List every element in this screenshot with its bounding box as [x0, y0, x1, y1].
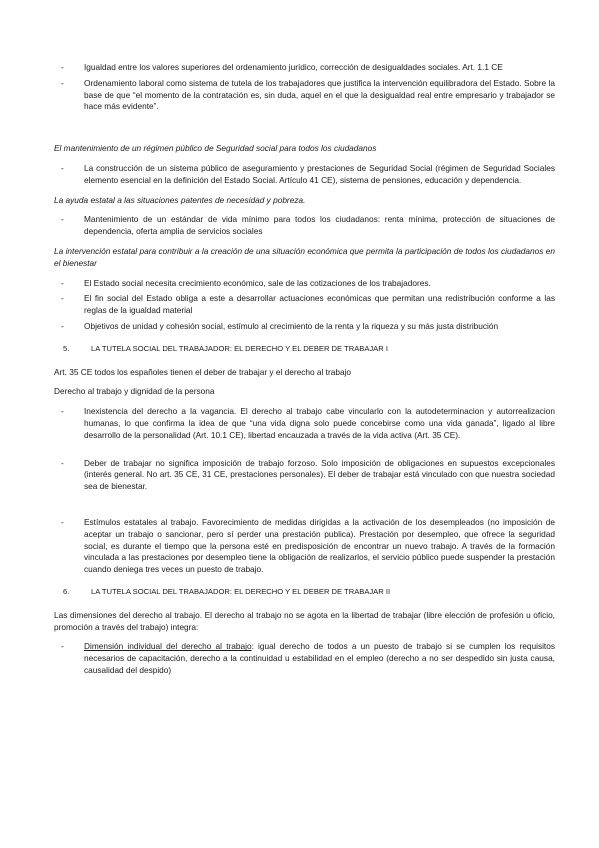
section-title: LA TUTELA SOCIAL DEL TRABAJADOR: EL DERECHO Y EL DEBER DE TRABAJAR I [91, 343, 388, 353]
list-item [54, 278, 555, 290]
list-item [54, 293, 555, 317]
list-item [54, 62, 555, 74]
list-item-text: Objetivos de unidad y cohesión social, estímulo al crecimiento de la renta y la riqueza y su más justa distribución [84, 320, 499, 331]
bullet-dash: - [61, 293, 64, 304]
section-title: LA TUTELA SOCIAL DEL TRABAJADOR: EL DERECHO Y EL DEBER DE TRABAJAR II [91, 586, 391, 596]
bullet-dash: - [61, 641, 64, 652]
section-heading [54, 343, 555, 355]
paragraph: Las dimensiones del derecho al trabajo. El derecho al trabajo no se agota en la libertad de trabajar (libre elección de profesión u oficio, promoción a través del trabajo) integra: [54, 609, 555, 632]
list-item [54, 517, 555, 576]
list-item [54, 78, 555, 113]
bullet-dash: - [61, 406, 64, 417]
list-item [54, 406, 555, 441]
list-item [54, 214, 555, 238]
list-item-text: El fin social del Estado obliga a este a desarrollar actuaciones económicas que permitan una redistribución conforme a las reglas de la igualdad material [84, 293, 555, 316]
bullet-dash: - [61, 457, 64, 468]
paragraph: Art. 35 CE todos los españoles tienen el deber de trabajar y el derecho al trabajo [54, 366, 352, 377]
section-number: 6. [63, 586, 70, 596]
bullet-dash: - [61, 77, 64, 88]
section-heading [54, 586, 555, 598]
paragraph: Derecho al trabajo y dignidad de la persona [54, 386, 215, 397]
bullet-dash: - [61, 162, 64, 173]
italic-heading: El mantenimiento de un régimen público de Seguridad social para todos los ciudadanos [54, 143, 377, 154]
bullet-dash: - [61, 62, 64, 72]
list-item-text: Ordenamiento laboral como sistema de tutela de los trabajadores que justifica la intervención equilibradora del Estado. Sobre la base de que “el momento de la contratación es, sin duda, aquel en el que la desigualdad real entre empresario y trabajador se hace más evidente”. [84, 77, 555, 112]
list-item-text: Igualdad entre los valores superiores del ordenamiento jurídico, corrección de desigualdades sociales. Art. 1.1 CE [84, 62, 503, 72]
list-item-text: Inexistencia del derecho a la vagancia. El derecho al trabajo cabe vincularlo con la autodeterminacion y autorrealizacion humanas, lo que confirma la idea de que “una vida digna solo puede concebirse como una vida ganada”, ligado al libre desarrollo de la personalidad (Art. 10.1 CE), libertad encauzada a través de la vida activa (Art. 35 CE). [84, 406, 555, 440]
list-item [54, 321, 555, 333]
list-item-continuation: : igual derecho de todos a un puesto de trabajo si se cumplen los requisitos necesarios de capacitación, derecho a la continuidad u estabilidad en el empleo (derecho a no ser despedido sin justa causa, causalidad del despido) [84, 641, 556, 675]
section-number: 5. [63, 343, 70, 353]
list-item-text: El Estado social necesita crecimiento económico, sale de las cotizaciones de los trabajadores. [84, 277, 431, 288]
bullet-dash: - [61, 214, 64, 225]
bullet-dash: - [61, 516, 64, 527]
italic-heading: La ayuda estatal a las situaciones patentes de necesidad y pobreza. [54, 194, 306, 205]
list-item-text: Deber de trabajar no significa imposición de trabajo forzoso. Solo imposición de obligaciones en supuestos excepcionales (interés general. No art. 35 CE, 31 CE, prestaciones personales). El deber de trabajar está vinculado con que nuestra sociedad sea de bienestar. [84, 457, 555, 492]
italic-heading: La intervención estatal para contribuir a la creación de una situación económica que permita la participación de todos los ciudadanos en el bienestar [54, 245, 555, 268]
bullet-dash: - [61, 277, 64, 288]
bullet-dash: - [61, 320, 64, 331]
list-item [54, 163, 555, 187]
underlined-term: Dimensión individual del derecho al trabajo [84, 641, 252, 652]
list-item-text: Mantenimiento de un estándar de vida mínimo para todos los ciudadanos: renta mínima, protección de situaciones de dependencia, oferta amplia de servicios sociales [84, 214, 555, 237]
list-item-text: Estímulos estatales al trabajo. Favorecimiento de medidas dirigidas a la activación de los desempleados (no imposición de aceptar un trabajo o sancionar, pero sí perder una prestación publica). Prestación por desempleo, que ofrece la seguridad social, es durante el tiempo que la persona esté en predisposición de encontrar un nuevo trabajo. A través de la formación vinculada a las prestaciones por desempleo tiene la obligación de realizarlos, el servicio público puede suspender la prestación cuando deniega tres veces un puesto de trabajo. [84, 516, 555, 575]
list-item [54, 641, 555, 676]
list-item-text: La construcción de un sistema público de aseguramiento y prestaciones de Seguridad Social (régimen de Seguridad Sociales elemento esencial en la definición del Estado Social. Artículo 41 CE), sistema de pensiones, educación y dependencia. [84, 162, 555, 185]
list-item [54, 458, 555, 493]
list-item-text [84, 641, 555, 676]
